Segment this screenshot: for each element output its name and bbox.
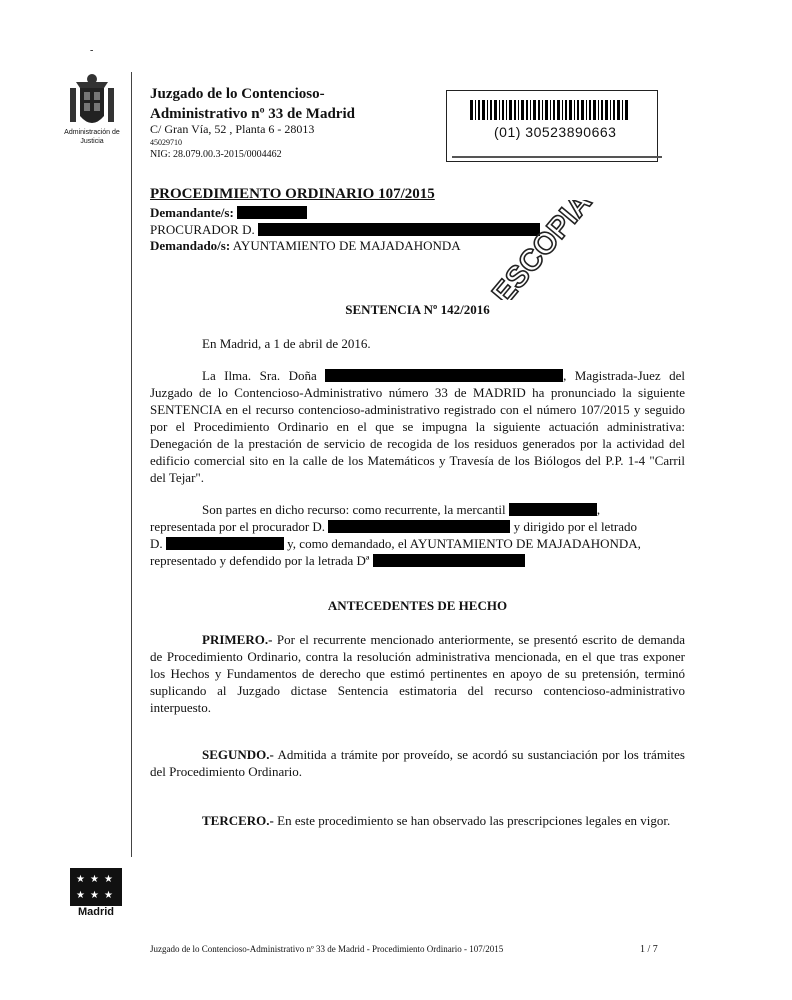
svg-text:★: ★ xyxy=(90,890,99,901)
redaction-block xyxy=(373,554,525,567)
crest-caption: Administración de Justicia xyxy=(64,129,120,145)
parties-letrado: y dirigido por el letrado xyxy=(513,519,638,534)
defendant-value: AYUNTAMIENTO DE MAJADAHONDA xyxy=(232,238,461,253)
defendant-line xyxy=(150,238,461,254)
redaction-block xyxy=(509,503,597,516)
redaction-block xyxy=(328,520,510,533)
court-code: 45029710 xyxy=(150,138,182,147)
barcode-number: (01) 30523890663 xyxy=(494,124,617,140)
antecedentes-title: ANTECEDENTES DE HECHO xyxy=(327,598,508,613)
court-name-line1: Juzgado de lo Contencioso- xyxy=(150,86,325,102)
date-text: En Madrid, a 1 de abril de 2016. xyxy=(202,336,371,351)
intro-body: del Juzgado de lo Contencioso-Administrativo número 33 de MADRID ha pronunciado la siguiente SENTENCIA en el recurso contencioso-administrativo registrado con el número 107/2015 y seguido por el Procedimiento Ordinario en el que se impugna la siguiente actuación administrativa: Denegación de la prestación de servicio de recogida de los residuos generados por la actividad del edificio comercial sito en la calle de los Matemáticos y Travesía de los Biólogos del P.P. 1-4 "Carril del Tejar". xyxy=(150,368,685,485)
court-nig: NIG: 28.079.00.3-2015/0004462 xyxy=(150,149,282,160)
plaintiff-label: Demandante/s: xyxy=(150,205,234,220)
procedure-title: PROCEDIMIENTO ORDINARIO 107/2015 xyxy=(150,186,435,202)
primero-paragraph xyxy=(150,631,685,716)
tercero-text: En este procedimiento se han observado las prescripciones legales en vigor. xyxy=(277,813,671,828)
redaction-block xyxy=(237,206,307,219)
parties-procurador: representada por el procurador D. xyxy=(150,519,326,534)
attorney-label: PROCURADOR D. xyxy=(150,222,255,237)
paragraph-parties: Son partes en dicho recurso: como recurrente, la mercantil , representada por el procurador D. y dirigido por el letrado D. y, como demandado, el AYUNTAMIENTO DE MAJADAHONDA, representado y defendido por la letrada Dª xyxy=(150,502,641,568)
primero-label: PRIMERO.- xyxy=(202,632,273,647)
date-line xyxy=(150,335,685,352)
page-number: 1 / 7 xyxy=(640,944,658,955)
redaction-block xyxy=(325,369,563,382)
svg-text:★: ★ xyxy=(76,874,85,885)
parties-start: Son partes en dicho recurso: como recurrente, la mercantil xyxy=(202,502,506,517)
footer-text: Juzgado de lo Contencioso-Administrativo nº 33 de Madrid - Procedimiento Ordinario - 107/2015 xyxy=(150,944,504,954)
madrid-label: Madrid xyxy=(77,906,115,918)
svg-text:★: ★ xyxy=(76,890,85,901)
svg-text:★: ★ xyxy=(104,890,113,901)
parties-d: D. xyxy=(150,536,163,551)
court-name xyxy=(150,84,355,124)
svg-text:★: ★ xyxy=(104,874,113,885)
redaction-block xyxy=(166,537,284,550)
madrid-stars-logo xyxy=(70,868,122,906)
parties-letrada: representado y defendido por la letrada Dª xyxy=(150,553,370,568)
copy-stamp xyxy=(470,200,620,300)
barcode-shadow xyxy=(452,156,662,164)
intro-role: , Magistrada-Juez xyxy=(563,368,661,383)
stamp-text: ESCOPIA xyxy=(486,200,599,300)
scan-mark: - xyxy=(90,45,94,56)
barcode-icon xyxy=(470,100,630,120)
sentence-title: SENTENCIA Nº 142/2016 xyxy=(345,302,490,317)
svg-text:★: ★ xyxy=(90,874,99,885)
segundo-text: Admitida a trámite por proveído, se acordó su sustanciación por los trámites del Procedimiento Ordinario. xyxy=(150,747,685,779)
court-address: C/ Gran Vía, 52 , Planta 6 - 28013 xyxy=(150,122,315,136)
tercero-label: TERCERO.- xyxy=(202,813,274,828)
primero-text: Por el recurrente mencionado anteriormente, se presentó escrito de demanda de Procedimiento Ordinario, contra la resolución administrativa mencionada, en el que tras exponer los Hechos y Fundamentos de derecho que estimó pertinentes en apoyo de su pretensión, terminó suplicando al Juzgado dictase Sentencia estimatoria del recurso contencioso-administrativo interpuesto. xyxy=(150,632,685,715)
sidebar-divider xyxy=(131,72,132,857)
court-name-line2: Administrativo nº 33 de Madrid xyxy=(150,106,355,122)
segundo-paragraph xyxy=(150,746,685,780)
parties-demandado: y, como demandado, el AYUNTAMIENTO DE MAJADAHONDA, xyxy=(287,536,641,551)
defendant-label: Demandado/s: xyxy=(150,238,231,253)
intro-start: La Ilma. Sra. Doña xyxy=(202,368,317,383)
segundo-label: SEGUNDO.- xyxy=(202,747,274,762)
tercero-paragraph xyxy=(150,812,685,829)
plaintiff-line xyxy=(150,205,307,221)
coat-of-arms-icon xyxy=(62,72,122,132)
paragraph-intro xyxy=(150,367,685,486)
